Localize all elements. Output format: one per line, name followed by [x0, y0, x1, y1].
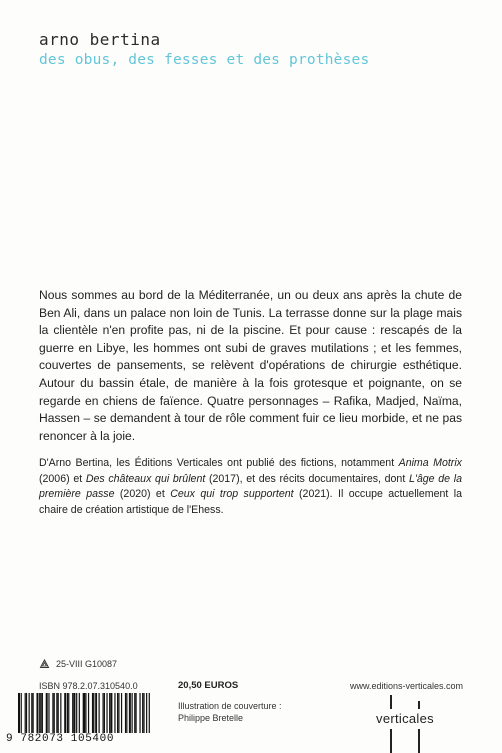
bio-text: (2017), et des récits documentaires, dont: [205, 472, 409, 485]
illustration-label: Illustration de couverture :: [178, 701, 282, 711]
book-title: des obus, des fesses et des prothèses: [39, 52, 370, 68]
bio-text: D'Arno Bertina, les Éditions Verticales ont publié des fictions, notamment: [39, 457, 399, 469]
publisher-website: www.editions-verticales.com: [349, 681, 463, 691]
author-bio: [39, 456, 462, 518]
product-code-row: [39, 659, 117, 669]
illustrator-name: Philippe Bretelle: [178, 713, 244, 723]
publisher-logo: [364, 695, 446, 753]
blurb: [39, 287, 462, 445]
blurb-text: Nous sommes au bord de la Méditerranée, un ou deux ans après la chute de Ben Ali, dans un palace non loin de Tunis. La terrasse donne sur la plage mais la clientèle n'en profite pas, ni de la piscine. Et pour cause : rescapés de la guerre en Libye, les hommes ont subi de graves mutilations ; et les femmes, couvertes de pansements, se relèvent d'opérations de chirurgie esthétique. Autour du bassin étale, de manière à la fois grotesque et poignante, on se regarde en chiens de faïence. Quatre personnages – Rafika, Madjed, Naïma, Hassen – se demandent à tour de rôle comment fuir ce lieu morbide, et ne pas renoncer à la joie.: [39, 288, 462, 443]
price: 20,50 EUROS: [178, 680, 239, 691]
book-title-ceux-qui-trop: Ceux qui trop supportent: [170, 488, 294, 501]
author-name: arno bertina: [39, 30, 161, 49]
book-title-age-premiere-passe: L'âge de la première passe: [39, 472, 462, 501]
publisher-logo-text: verticales: [376, 711, 434, 726]
book-title-des-chateaux: Des châteaux qui brûlent: [85, 472, 206, 485]
barcode-digits: 9 782073 105400: [6, 733, 156, 745]
book-title-anima-motrix: Anima Motrix: [398, 457, 462, 469]
author-bio-text: [39, 456, 462, 518]
product-code: 25-VIII G10087: [56, 659, 118, 669]
cover-credit: [178, 700, 282, 724]
bio-text: (2021). Il occupe actuellement la chaire de création artistique de l'Ehess.: [39, 488, 462, 516]
bio-text: (2020) et: [114, 488, 171, 501]
isbn: ISBN 978.2.07.310540.0: [39, 681, 138, 691]
bio-text: (2006) et: [39, 472, 86, 485]
recycle-icon: [39, 659, 50, 669]
